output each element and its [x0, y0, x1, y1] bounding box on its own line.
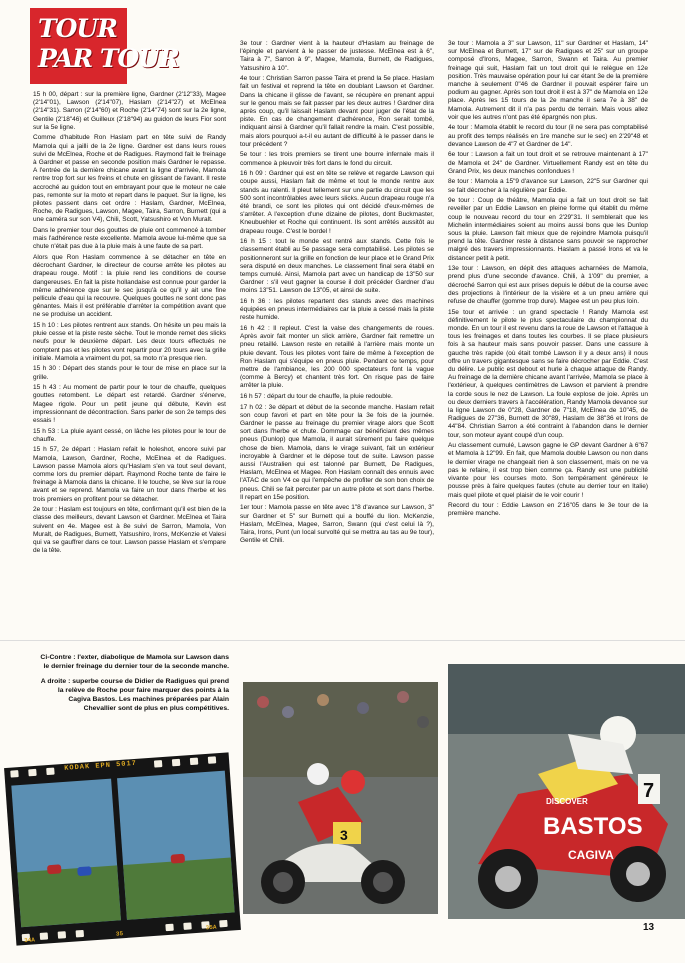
paragraph: 13e tour : Lawson, en dépit des attaques acharnées de Mamola, prend plus d'une seconde d'avance. Chili, à 1'09" du premier, a décroché Sarron qui est aux prises depuis le début de la course avec des projections à l'intérieur de la visière et a un pneu arrière qui refuse de chauffer (gomme trop dure). Magee est un peu plus loin.: [448, 265, 648, 306]
paragraph: Au classement cumulé, Lawson gagne le GP devant Gardner à 6"67 et Mamola à 12"99. En fait, que Mamola double Lawson ou non dans le dernier virage ne changeait rien à son classement, mais on ne va pas le refaire, il est trop bien comme ça. Randy est une publicité vivante pour les courses moto. Son tempérament généreux le pousse près à faire quelques fautes (chute au derrier tour en Italie) mais quel pilote et quel plaisir de le voir courir !: [448, 442, 648, 499]
paragraph: 15e tour et arrivée : un grand spectacle ! Randy Mamola est définitivement le pilote le plus spectaculaire du championnat du monde. En un tour il est revenu dans la roue de Lawson et l'attaque à tous les freinages et dans toutes les courbes. Il se place plusieurs fois à sa hauteur mais sans pouvoir passer. Dans une cassure à gauche très rapide (où était tombé Lawson il y a deux ans) il nous offre un travers gigantesque sans se faire décrocher par Eddie. C'est du délire. Le public est debout et hurle à chaque attaque de Randy. Au freinage de la dernière chicane avant l'arrivée, Mamola se place à l'extérieur, à quelques centimètres de Lawson et parvient à prendre la corde sous le nez de Lawson. La foule explose de joie. Après un ou deux derniers travers à l'accélération, Randy Mamola devance sur la ligne Lawson de 0"28, Gardner de 7"18, McElnea de 10"45, de Radigues de 27"36, Burnett de 30"89, Haslam de 38"36 et Irons de 44"84. Christian Sarron a été contraint à l'abandon dans le dernier tour, son moteur ayant coupé d'un coup.: [448, 308, 648, 439]
caption-right-photo: A droite : superbe course de Didier de Radigues qui prend la relève de Roche pour faire marquer des points à la Cagiva Bastos. Les machines préparées par Alain Chevallier sont de plus en plus compétitives.: [40, 678, 229, 712]
paragraph: 4e tour : Mamola établit le record du tour (il ne sera pas comptabilisé au profit des temps réalisés en 1re manche sur le sec) en 2'29"48 et devance Lawson de 4"7 et Gardner de 14".: [448, 124, 648, 148]
film-frame: [117, 771, 235, 920]
cagiva-logo-text: CAGIVA: [568, 848, 614, 862]
paragraph: Dans le premier tour des gouttes de pluie ont commencé à tomber mais l'adhérence reste excellente. Mamola avoue lui-même que sa chute n'était pas due à la pluie mais à une faute de sa part.: [33, 227, 226, 251]
paragraph: 3e tour : Mamola a 3" sur Lawson, 11" sur Gardner et Haslam, 14" sur McElnea et Burnett, 17" sur de Radigues et 25" sur un groupe composé d'Irons, Magee, Sarron, Swann et Taira. Au premier freinage qui suit, Haslam fait un tout droit qui le relègue en 12e position. Très mauvaise opération pour lui car étant 3e de la première manche à seulement 0"46 de Gardner il pouvait espérer faire un podium au gagner. Après son tout droit il est à 37" de Mamola en 12e place. Après les 15 tours de la 2e manche il sera 7e à 38" de Mamola. Autrement dit il n'a pas perdu de terrain. Mais vous allez voir que les autres n'ont pas été épargnés non plus.: [448, 40, 648, 121]
title-line-2: PAR TOUR: [38, 44, 179, 73]
text-column-2: [240, 40, 434, 636]
bike-number: 3: [340, 827, 348, 843]
film-strip-photo: [4, 752, 241, 945]
page-number: 13: [643, 922, 655, 933]
paragraph: 9e tour : Coup de théâtre, Mamola qui a fait un tout droit se fait reveiller par un Eddie Lawson en pleine forme qui établit du même coup le nouveau record du tour en 2'29"31. Il semblerait que les Michelin intermédiaires soient au moins aussi bons que les Dunlop sous la pluie. Lawson fait mieux que de rejoindre Mamola puisqu'il prend la tête. Gardner reste à distance sans pouvoir se rapprocher malgré des travers impressionnants. Haslam a passé Irons et va le distancer petit à petit.: [448, 197, 648, 262]
paragraph: 15 h 57, 2e départ : Haslam refait le holeshot, encore suivi par Mamola, Lawson, Gardner, Roche, McElnea et de Radigues. Lawson passe Mamola alors qu'Haslam s'en va tout seul devant, comme lors du premier départ. Raymond Roche tente de faire le freinage à Mamola dans la chicane. Il le touche, se lève sur la roue avant et se reprend. Mamola va faire un tour dans l'herbe et les trois premiers en profitent pour se détacher.: [33, 446, 226, 503]
paragraph: 16 h 36 : les pilotes repartent des stands avec des machines équipées en pneus intermédiaires car la pluie a cessé mais la piste reste humide.: [240, 298, 434, 322]
paragraph: 16 h 15 : tout le monde est rentré aux stands. Cette fois le classement établi au 5e passage sera comptabilisé. Les pilotes se positionneront sur la grille en fonction de leur place et le Grand Prix sera disputé en deux manches. Le classement final sera établi en temps cumulé. Ainsi, Mamola part avec un handicap de 13"50 sur Gardner : s'il veut gagner la course il doit précéder Gardner d'au moins 13"51. Lawson de 13"05, et ainsi de suite.: [240, 238, 434, 295]
paragraph: 15 h 00, départ : sur la première ligne, Gardner (2'12"33), Magee (2'14"01), Lawson (2'14"07), Haslam (2'14"27) et McElnea (2'14"31). Sarron (2'14"60) et Roche (2'14"74) sont sur la 2e ligne, Gentile (2'18"46) et Guilleux (2'18"94) au guidon de leurs Fior sont sur la 5e ligne.: [33, 91, 226, 131]
film-brand-label: KODAK EPN 5017: [63, 759, 138, 773]
paragraph: 17 h 02 : 3e départ et début de la seconde manche. Haslam refait son coup favori et part en tête pour la 3e fois de la journée. Gardner le passe au freinage du premier virage alors que Scott sort dans l'herbe et chute. Dommage car bénéficiant des mêmes pneus (Dunlop) que Mamola, il aurait sûrement pu faire quelque chose de bien. Mamola, dans le virage suivant, fait un extérieur incroyable à Gardner et le dépose tout de suite. Lawson passe aussi l'Australien qui est talonné par Burnett, De Radigues, Haslam, McElnea et Magee. Ron Haslam connaît des ennuis avec l'ATAC de son V4 ce qui l'empêche de profiter de son bon choix de pneus. Chili se fait percuter par un autre pilote et sort dans l'herbe. Il repart en 15e position.: [240, 403, 434, 501]
race-number: 7: [643, 780, 655, 802]
paragraph: 5e tour : les trois premiers se tirent une bourre infernale mais il commence à pleuvoir très fort dans le fond du circuit.: [240, 151, 434, 167]
title-line-1: TOUR: [38, 14, 117, 43]
paragraph: 2e tour : Haslam est toujours en tête, confirmant qu'il est bien de la classe des meilleurs, devant Lawson et Gardner. McElnea et Taira suivent en 4e. Magee est à 8e suivi de Sarron, Mamola, Von Muralt, de Radigues, Burnett, Yatsushiro, Irons, McKenzie et Valesi qui va se gauffrer dans ce tour. Lawson passe Haslam et s'empare de la tête.: [33, 506, 226, 555]
paragraph: Alors que Ron Haslam commence à se détacher en tête en décrochant Gardner, le directeur de course arrête les pilotes au drapeau rouge. Motif : la pluie rend les conditions de course dangereuses. En fait la piste hollandaise est connue pour garder la même adhérence que sur le sec jusqu'à ce qu'il y ait une fine pellicule d'eau qui la recouvre. Quelques gouttes ne sont donc pas gênantes. Mais il est préférable d'arrêter la compétition avant que ne se produise un accident.: [33, 254, 226, 319]
film-frame: [11, 779, 121, 928]
paragraph: 15 h 43 : Au moment de partir pour le tour de chauffe, quelques gouttes retombent. Le départ est retardé. Gardner s'énerve, Magee rigole. Pour un petit jeune qui débute, Kevin est impressionnant de décontraction. Sans parler de son 2e temps des essais !: [33, 384, 226, 425]
paragraph: 15 h 53 : La pluie ayant cessé, on lâche les pilotes pour le tour de chauffe.: [33, 427, 226, 443]
paragraph: Record du tour : Eddie Lawson en 2'16"05 dans le 3e tour de la première manche.: [448, 502, 648, 518]
paragraph: 16 h 09 : Gardner qui est en tête se relève et regarde Lawson qui coupe aussi, Haslam fait de même et tout le monde rentre aux stands au ralenti. Il pleut tellement sur une partie du circuit que les 500 sont incontrôlables avec leurs slicks. Aucun drapeau rouge n'a été brandi, ce sont les pilotes qui ont décidé d'eux-mêmes de s'arrêter. A l'exception d'une dizaine de pilotes, dont Buckmaster, Kneubuehler et Roche qui continuent. Ils sont arrêtés aussitôt au drapeau rouge. C'est le bordel !: [240, 170, 434, 235]
section-divider: [0, 640, 685, 641]
paragraph: 6e tour : Lawson a fait un tout droit et se retrouve maintenant à 17" de Mamola et 24" de Gardner. Virtuellement Randy est en tête du Grand Prix, les deux manches confondues !: [448, 151, 648, 175]
text-column-1: [33, 91, 226, 636]
discover-logo-text: DISCOVER: [546, 797, 588, 806]
film-frame-number: 34A: [23, 936, 36, 945]
paragraph: 15 h 10 : Les pilotes rentrent aux stands. On hésite un peu mais la pluie cesse et la piste reste sèche. Tout le monde remet des slicks neufs pour le deuxième départ. Les deux tours effectués ne comptent pas et les pilotes vont repartir pour 20 tours avec la grille initiale. Mamola a vraiment du pot, sa moto n'a presque rien.: [33, 322, 226, 362]
race-photo-illustration: [243, 682, 438, 914]
film-frame-number: 35A: [205, 923, 217, 932]
paragraph: 16 h 42 : Il repleut. C'est la valse des changements de roues. Après avoir fait monter un slick arrière, Gardner fait remettre un pneu retaillé. Lawson reste en retaillé à l'arrière mais monte un pluie devant. Tous les pilotes vont faire de même à l'exception de Ron Haslam qui s'équipe en pneus pluie. Pendant ce temps, pour mettre de l'ambiance, les 200 000 spectateurs font la vague (comme à Bercy) et chantent très fort. On risque pas de faire arrêter la pluie.: [240, 325, 434, 390]
paragraph: 16 h 57 : départ du tour de chauffe, la pluie redouble.: [240, 393, 393, 401]
paragraph: Comme d'habitude Ron Haslam part en tête suivi de Randy Mamola qui a jailli de la 2e ligne. Gardner est dans leurs roues suivi de McElnea, Roche et de Radigues. Raymond fait le freinage à Gardner et passe en seconde position mais Gardner le repasse. A l'entrée de la dernière chicane avant la ligne d'arrivée, Mamola rentre trop fort sur les freins et chute en glissant de l'avant. Il reste accroché au guidon tout en embrayant pour que le moteur ne cale pas, remonte sur la moto et repart dans le paquet. Sur la ligne, les pilotes passent dans cet ordre : Haslam, Gardner, McElnea, Roche, de Radigues, Lawson, Magee, Taira, Sarron, Burnett (qui a une caméra sur son V4), Chili, Scott, Yatsushiro et Von Muralt.: [33, 134, 226, 224]
paragraph: 8e tour : Mamola a 15"9 d'avance sur Lawson, 22"5 sur Gardner qui se fait décrocher à la régulière par Eddie.: [448, 178, 648, 194]
caption-left-photo: Ci-Contre : l'exter, diabolique de Mamola sur Lawson dans le dernier freinage du dernier tour de la seconde manche.: [40, 654, 229, 670]
race-photo-de-radigues-cagiva: [448, 664, 685, 919]
paragraph: 4e tour : Christian Sarron passe Taira et prend la 5e place. Haslam fait un festival et reprend la tête en doublant Lawson et Gardner. Dans la chicane il glisse de l'avant, se récupère en prenant appui sur le genou mais se fait passer par les deux autres ! Gardner dira après coup, qu'il laissait Haslam devant pour juger de l'état de la piste. En cas de changement d'adhérence, Ron serait tombé, indiquant ainsi à Gardner qu'il fallait rendre la main. C'est possible, mais alors pourquoi a-t-il eu autant de difficulté à le passer dans le tour précédent ?: [240, 75, 434, 148]
paragraph: 3e tour : Gardner vient à la hauteur d'Haslam au freinage de l'épingle et parvient à le passer de justesse. McElnea est à 6", Taira à 7", Sarron à 9", Magee, Mamola, Burnett, de Radigues, Yatsushiro à 10".: [240, 40, 434, 72]
race-photo-illustration: [448, 664, 685, 919]
text-column-3: [448, 40, 648, 636]
film-frame-number: 35: [115, 930, 124, 938]
race-photo-mamola-lawson: [243, 682, 438, 914]
section-title: [30, 8, 179, 84]
photo-captions: [34, 653, 229, 719]
bastos-logo-text: BASTOS: [543, 813, 643, 840]
paragraph: 15 h 30 : Départ des stands pour le tour de mise en place sur la grille.: [33, 365, 226, 381]
paragraph: 1er tour : Mamola passe en tête avec 1"8 d'avance sur Lawson, 3" sur Gardner et 5" sur Burnett qui a bouffé du lion. McKenzie, Haslam, McElnea, Magee, Sarron, Swann (qui c'est celui là ?), Taira, Irons, Punt (un local survolté qui se mettra au tas au 9e tour), Gentile et Chili.: [240, 504, 434, 545]
